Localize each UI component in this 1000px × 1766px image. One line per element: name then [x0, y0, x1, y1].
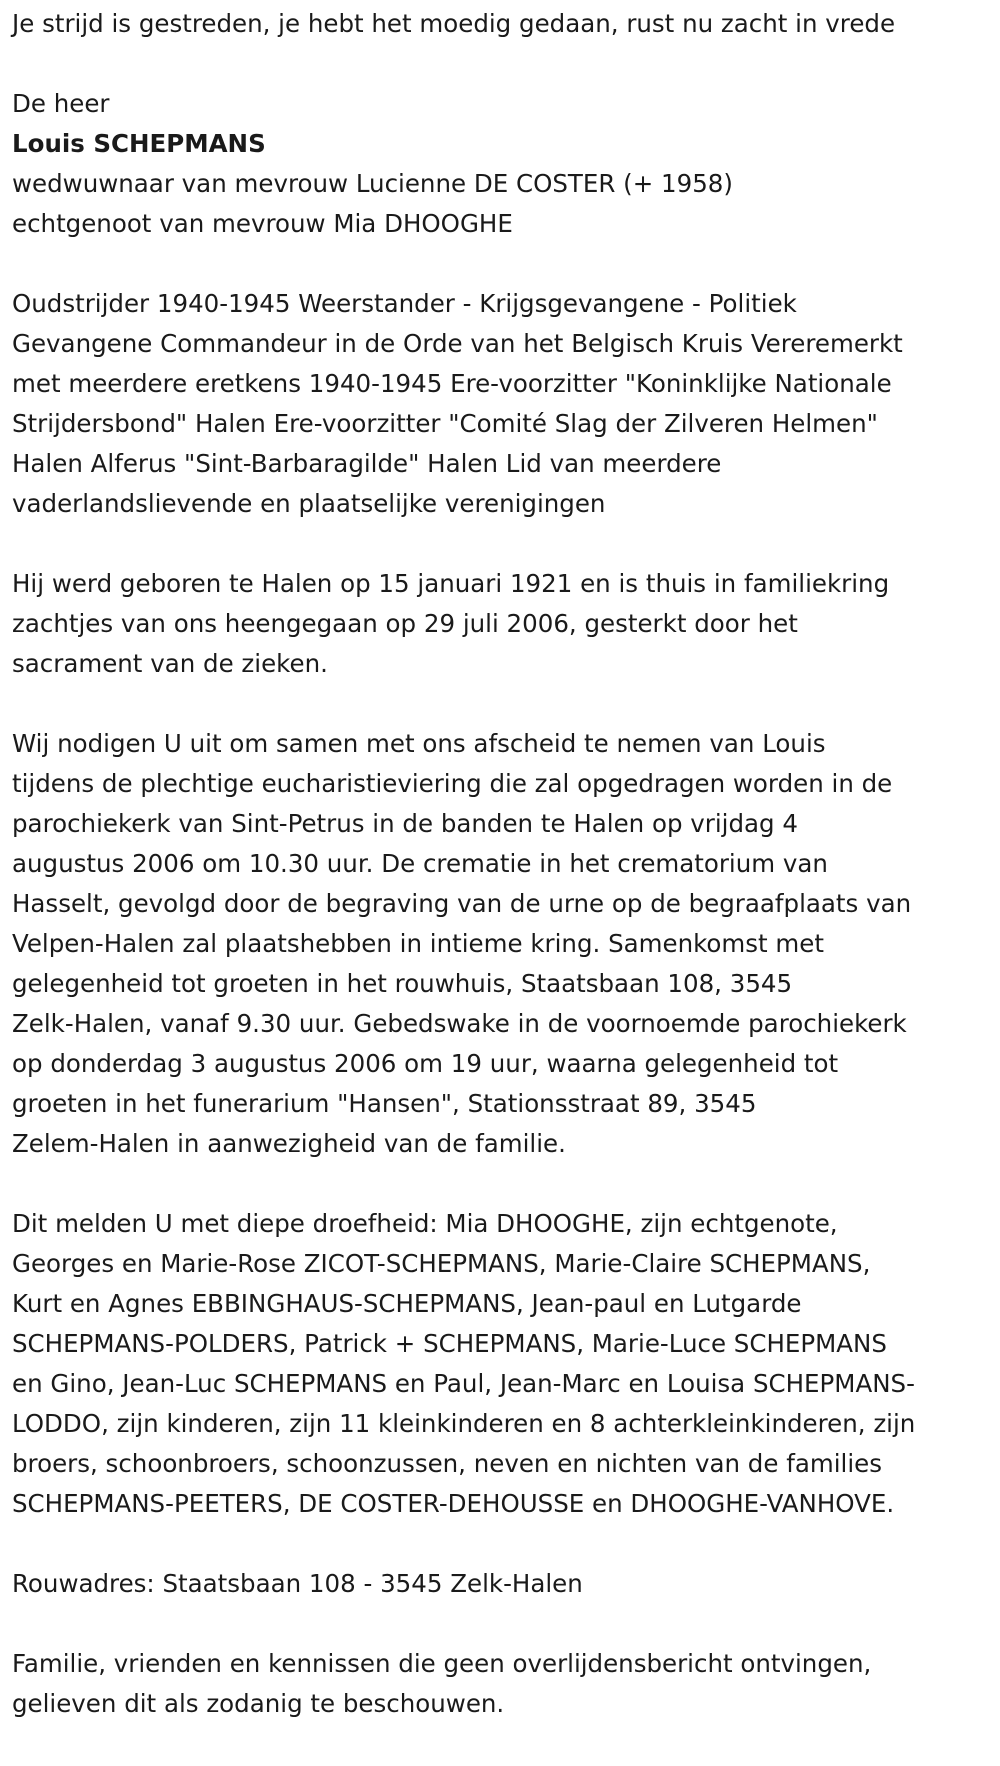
motto: Je strijd is gestreden, je hebt het moedig gedaan, rust nu zacht in vrede: [12, 9, 896, 38]
paragraph-line: Hasselt, gevolgd door de begraving van de urne op de begraafplaats van: [12, 889, 912, 918]
relation-first-spouse: wedwuwnaar van mevrouw Lucienne DE COSTER (+ 1958): [12, 169, 733, 198]
paragraph-line: Gevangene Commandeur in de Orde van het Belgisch Kruis Vereremerkt: [12, 329, 903, 358]
ceremony-paragraph: [12, 724, 988, 1164]
paragraph-line: Velpen-Halen zal plaatshebben in intieme kring. Samenkomst met: [12, 929, 824, 958]
paragraph-line: Halen Alferus "Sint-Barbaragilde" Halen Lid van meerdere: [12, 449, 722, 478]
paragraph-line: en Gino, Jean-Luc SCHEPMANS en Paul, Jean-Marc en Louisa SCHEPMANS-: [12, 1369, 915, 1398]
relation-current-spouse: echtgenoot van mevrouw Mia DHOOGHE: [12, 209, 513, 238]
paragraph-line: groeten in het funerarium "Hansen", Stationsstraat 89, 3545: [12, 1089, 757, 1118]
titles-paragraph: [12, 284, 988, 524]
mourning-address: Rouwadres: Staatsbaan 108 - 3545 Zelk-Halen: [12, 1569, 583, 1598]
paragraph-line: zachtjes van ons heengegaan op 29 juli 2006, gesterkt door het: [12, 609, 798, 638]
paragraph-line: Oudstrijder 1940-1945 Weerstander - Krijgsgevangene - Politiek: [12, 289, 797, 318]
paragraph-line: Zelem-Halen in aanwezigheid van de familie.: [12, 1129, 566, 1158]
spacer: [12, 1604, 988, 1644]
paragraph-line: gelegenheid tot groeten in het rouwhuis, Staatsbaan 108, 3545: [12, 969, 793, 998]
birth-death-paragraph: [12, 564, 988, 684]
paragraph-line: op donderdag 3 augustus 2006 om 19 uur, waarna gelegenheid tot: [12, 1049, 839, 1078]
paragraph-line: Georges en Marie-Rose ZICOT-SCHEPMANS, Marie-Claire SCHEPMANS,: [12, 1249, 871, 1278]
deceased-name: Louis SCHEPMANS: [12, 129, 266, 158]
paragraph-line: SCHEPMANS-POLDERS, Patrick + SCHEPMANS, Marie-Luce SCHEPMANS: [12, 1329, 887, 1358]
paragraph-line: broers, schoonbroers, schoonzussen, neven en nichten van de families: [12, 1449, 882, 1478]
closing-paragraph: [12, 1644, 988, 1724]
salutation: De heer: [12, 89, 110, 118]
paragraph-line: Familie, vrienden en kennissen die geen overlijdensbericht ontvingen,: [12, 1649, 872, 1678]
paragraph-line: sacrament van de zieken.: [12, 649, 328, 678]
paragraph-line: gelieven dit als zodanig te beschouwen.: [12, 1689, 505, 1718]
paragraph-line: Dit melden U met diepe droefheid: Mia DHOOGHE, zijn echtgenote,: [12, 1209, 838, 1238]
paragraph-line: Hij werd geboren te Halen op 15 januari 1921 en is thuis in familiekring: [12, 569, 890, 598]
spacer: [12, 1524, 988, 1564]
paragraph-line: SCHEPMANS-PEETERS, DE COSTER-DEHOUSSE en DHOOGHE-VANHOVE.: [12, 1489, 895, 1518]
spacer: [12, 1164, 988, 1204]
paragraph-line: Zelk-Halen, vanaf 9.30 uur. Gebedswake in de voornoemde parochiekerk: [12, 1009, 907, 1038]
family-paragraph: [12, 1204, 988, 1524]
paragraph-line: augustus 2006 om 10.30 uur. De crematie in het crematorium van: [12, 849, 828, 878]
paragraph-line: Strijdersbond" Halen Ere-voorzitter "Comité Slag der Zilveren Helmen": [12, 409, 878, 438]
paragraph-line: met meerdere eretkens 1940-1945 Ere-voorzitter "Koninklijke Nationale: [12, 369, 892, 398]
paragraph-line: Wij nodigen U uit om samen met ons afscheid te nemen van Louis: [12, 729, 826, 758]
paragraph-line: LODDO, zijn kinderen, zijn 11 kleinkinderen en 8 achterkleinkinderen, zijn: [12, 1409, 916, 1438]
paragraph-line: vaderlandslievende en plaatselijke verenigingen: [12, 489, 606, 518]
paragraph-line: parochiekerk van Sint-Petrus in de banden te Halen op vrijdag 4: [12, 809, 798, 838]
paragraph-line: Kurt en Agnes EBBINGHAUS-SCHEPMANS, Jean-paul en Lutgarde: [12, 1289, 802, 1318]
paragraph-line: tijdens de plechtige eucharistieviering die zal opgedragen worden in de: [12, 769, 893, 798]
spacer: [12, 524, 988, 564]
spacer: [12, 684, 988, 724]
spacer: [12, 44, 988, 84]
spacer: [12, 244, 988, 284]
